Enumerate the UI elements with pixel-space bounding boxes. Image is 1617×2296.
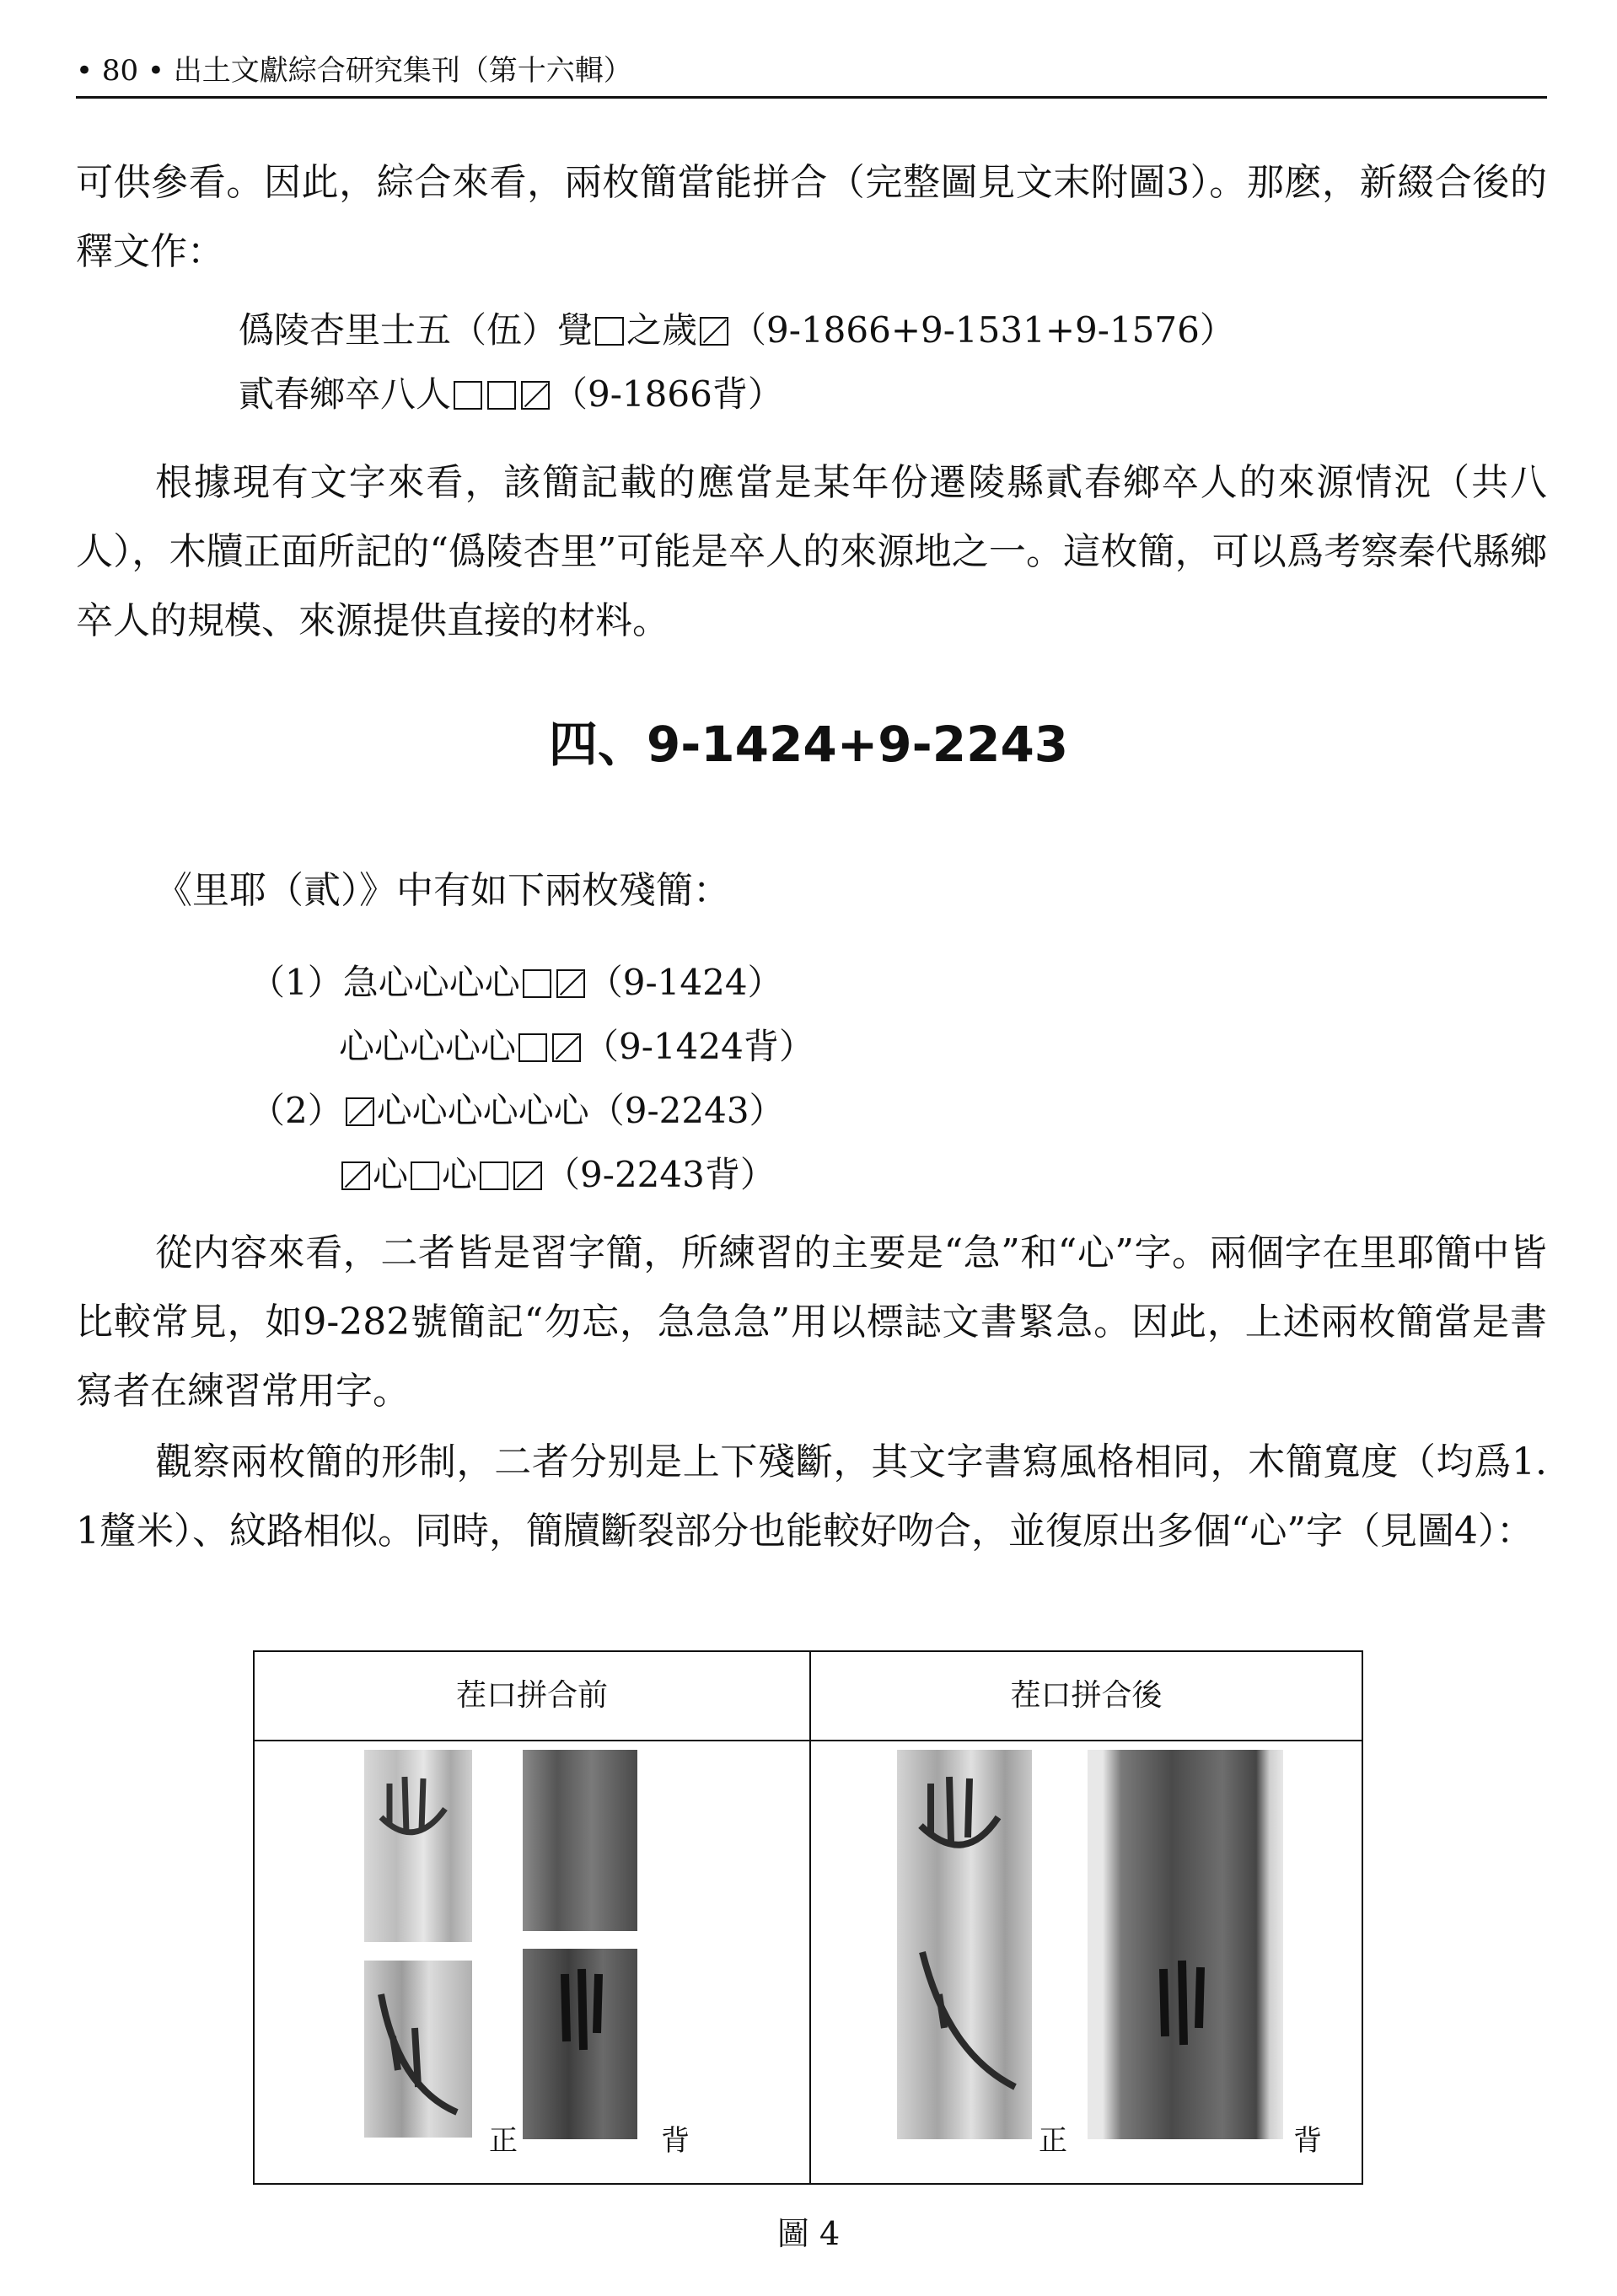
paragraph-5: 觀察兩枚簡的形制，二者分别是上下殘斷，其文字書寫風格相同，木簡寬度（均爲1. 1釐米）、紋路相似。同時，簡牘斷裂部分也能較好吻合，並復原出多個“心”字（見圖4）： (76, 1440, 1547, 1553)
slip-2-front (250, 1079, 814, 1143)
paragraph-3: 《里耶（貳）》中有如下兩枚殘簡： (155, 869, 730, 912)
break-mark-box (552, 1033, 581, 1062)
slip-photo-front-joined (897, 1750, 1032, 2139)
figure-column-divider (809, 1652, 811, 2183)
slip-reference: （9-1866背） (552, 373, 783, 415)
section-heading: 四、9-1424+9-2243 (548, 716, 1069, 773)
slip-1-back (250, 1015, 814, 1079)
slip-list (250, 951, 814, 1207)
slip-number: （2） (250, 1090, 343, 1131)
slip-text: 心心心心心 (339, 1026, 517, 1067)
xin-stroke-image (364, 1961, 472, 2138)
xin-stroke-image (523, 1949, 637, 2139)
slip-reference: （9-1424） (587, 962, 783, 1003)
xin-stroke-image (1088, 1750, 1283, 2139)
break-mark-box (346, 1097, 374, 1126)
missing-char-box (487, 381, 516, 410)
slip-text: 心 (442, 1154, 478, 1195)
paragraph-2: 根據現有文字來看，該簡記載的應當是某年份遷陵縣貳春鄉卒人的來源情況（共八人），木牘正面所記的“僞陵杏里”可能是卒人的來源地之一。這枚簡，可以爲考察秦代縣鄉卒人的規模、來源提供直接的材料。 (76, 461, 1547, 642)
slip-photo-back-joined (1088, 1750, 1283, 2139)
running-header: • 80 • 出土文獻綜合研究集刊（第十六輯） (76, 46, 1547, 99)
paragraph-4: 從内容來看，二者皆是習字簡，所練習的主要是“急”和“心”字。兩個字在里耶簡中皆比較常見，如9-282號簡記“勿忘，急急急”用以標誌文書緊急。因此，上述兩枚簡當是書寫者在練習常用字。 (76, 1231, 1547, 1413)
slip-number: （1） (250, 962, 343, 1003)
slip-photo-back-lower (523, 1949, 637, 2139)
label-back: 背 (1293, 2124, 1322, 2158)
slip-photo-front-lower (364, 1961, 472, 2138)
label-front: 正 (489, 2124, 518, 2158)
slip-text: 急心心心心 (342, 962, 520, 1003)
slip-text: 心 (373, 1154, 409, 1195)
slip-reference: （9-1866+9-1531+9-1576） (731, 309, 1235, 351)
missing-char-box (595, 317, 624, 346)
break-mark-box (700, 317, 728, 346)
transcription-block (239, 298, 1235, 426)
missing-char-box (411, 1161, 439, 1190)
slip-photo-back-upper (523, 1750, 637, 1931)
figure-caption: 圖 4 (776, 2215, 841, 2252)
slip-reference: （9-2243背） (545, 1154, 776, 1195)
transcription-text: 貳春鄉卒八人 (239, 373, 452, 415)
slip-1-front (250, 951, 814, 1015)
break-mark-box (521, 381, 550, 410)
slip-reference: （9-2243） (588, 1090, 785, 1131)
paragraph-1: 可供參看。因此，綜合來看，兩枚簡當能拼合（完整圖見文末附圖3）。那麽，新綴合後的釋文作： (76, 161, 1547, 273)
missing-char-box (454, 381, 482, 410)
missing-char-box (523, 969, 551, 998)
transcription-text: 之歲 (626, 309, 698, 351)
slip-text: 心心心心心心 (376, 1090, 589, 1131)
break-mark-box (341, 1161, 370, 1190)
break-mark-box (513, 1161, 542, 1190)
figure-4 (253, 1650, 1363, 2185)
xin-stroke-image (897, 1750, 1032, 2139)
label-front: 正 (1039, 2124, 1067, 2158)
slip-2-back (250, 1143, 814, 1207)
transcription-line-1 (239, 298, 1235, 362)
break-mark-box (556, 969, 585, 998)
slip-reference: （9-1424背） (583, 1026, 814, 1067)
missing-char-box (518, 1033, 547, 1062)
transcription-text: 僞陵杏里士五（伍）覺 (239, 309, 594, 351)
xin-stroke-image (364, 1750, 472, 1942)
figure-column-header-after: 茬口拼合後 (811, 1652, 1362, 1741)
slip-photo-front-upper (364, 1750, 472, 1942)
transcription-line-2 (239, 362, 1235, 426)
label-back: 背 (661, 2124, 690, 2158)
figure-column-header-before: 茬口拼合前 (255, 1652, 809, 1741)
missing-char-box (480, 1161, 508, 1190)
